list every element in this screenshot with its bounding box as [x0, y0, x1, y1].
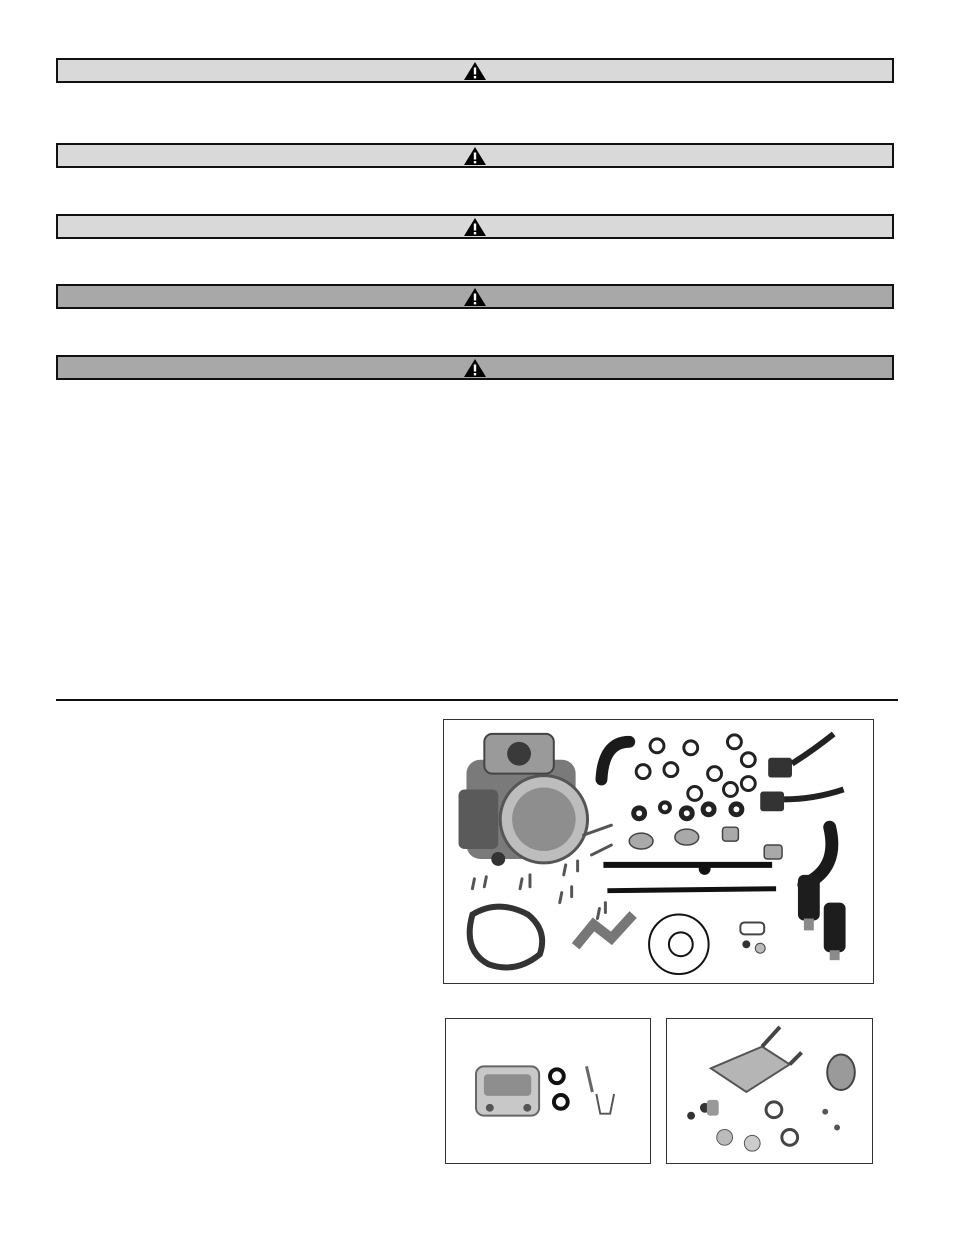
fuel-rail-kit-photo	[445, 1018, 651, 1164]
warning-triangle-icon	[463, 358, 487, 378]
warning-bar-2	[56, 143, 894, 168]
warning-triangle-icon	[463, 146, 487, 166]
warning-triangle-icon	[463, 61, 487, 81]
section-divider	[56, 699, 898, 701]
pressure-regulator-kit-photo	[666, 1018, 873, 1164]
kit-parts-illustration	[444, 720, 873, 983]
caution-bar-1	[56, 284, 894, 309]
warning-triangle-icon	[463, 287, 487, 307]
caution-bar-2	[56, 355, 894, 380]
regulator-parts-illustration	[667, 1019, 872, 1163]
throttle-body-image	[459, 734, 588, 866]
warning-triangle-icon	[463, 217, 487, 237]
throttle-body-kit-photo	[443, 719, 874, 984]
warning-bar-1	[56, 58, 894, 83]
fuel-rail-parts-illustration	[446, 1019, 650, 1163]
warning-bar-3	[56, 214, 894, 239]
